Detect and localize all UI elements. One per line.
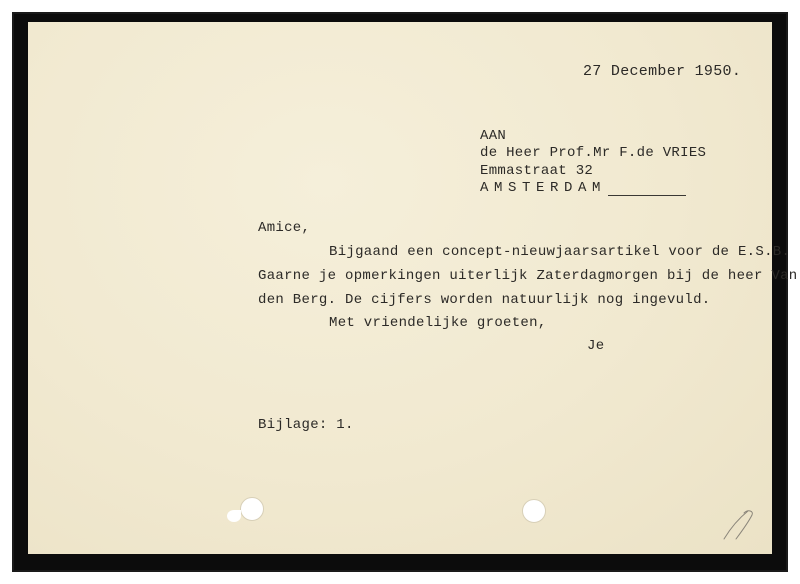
paper-tear: [227, 510, 241, 522]
salutation: Amice,: [258, 220, 311, 236]
punch-hole-right: [522, 499, 546, 523]
letter-paper: [28, 22, 772, 554]
body-line-3: den Berg. De cijfers worden natuurlijk nog ingevuld.: [258, 292, 711, 308]
recipient-street: Emmastraat 32: [480, 163, 594, 179]
recipient-city: AMSTERDAM: [480, 180, 607, 196]
letter-date: 27 December 1950.: [583, 63, 742, 80]
punch-hole-left: [240, 497, 264, 521]
recipient-name: de Heer Prof.Mr F.de VRIES: [480, 145, 707, 161]
pencil-mark-icon: [718, 505, 758, 543]
closing: Met vriendelijke groeten,: [329, 315, 547, 331]
sender-initials: Je: [587, 338, 605, 354]
body-line-2: Gaarne je opmerkingen uiterlijk Zaterdagmorgen bij de heer Van: [258, 268, 798, 284]
body-line-1: Bijgaand een concept-nieuwjaarsartikel voor de E.S.B.: [329, 244, 791, 260]
recipient-label: AAN: [480, 128, 507, 144]
attachment-note: Bijlage: 1.: [258, 417, 354, 433]
city-underline: [608, 195, 686, 196]
